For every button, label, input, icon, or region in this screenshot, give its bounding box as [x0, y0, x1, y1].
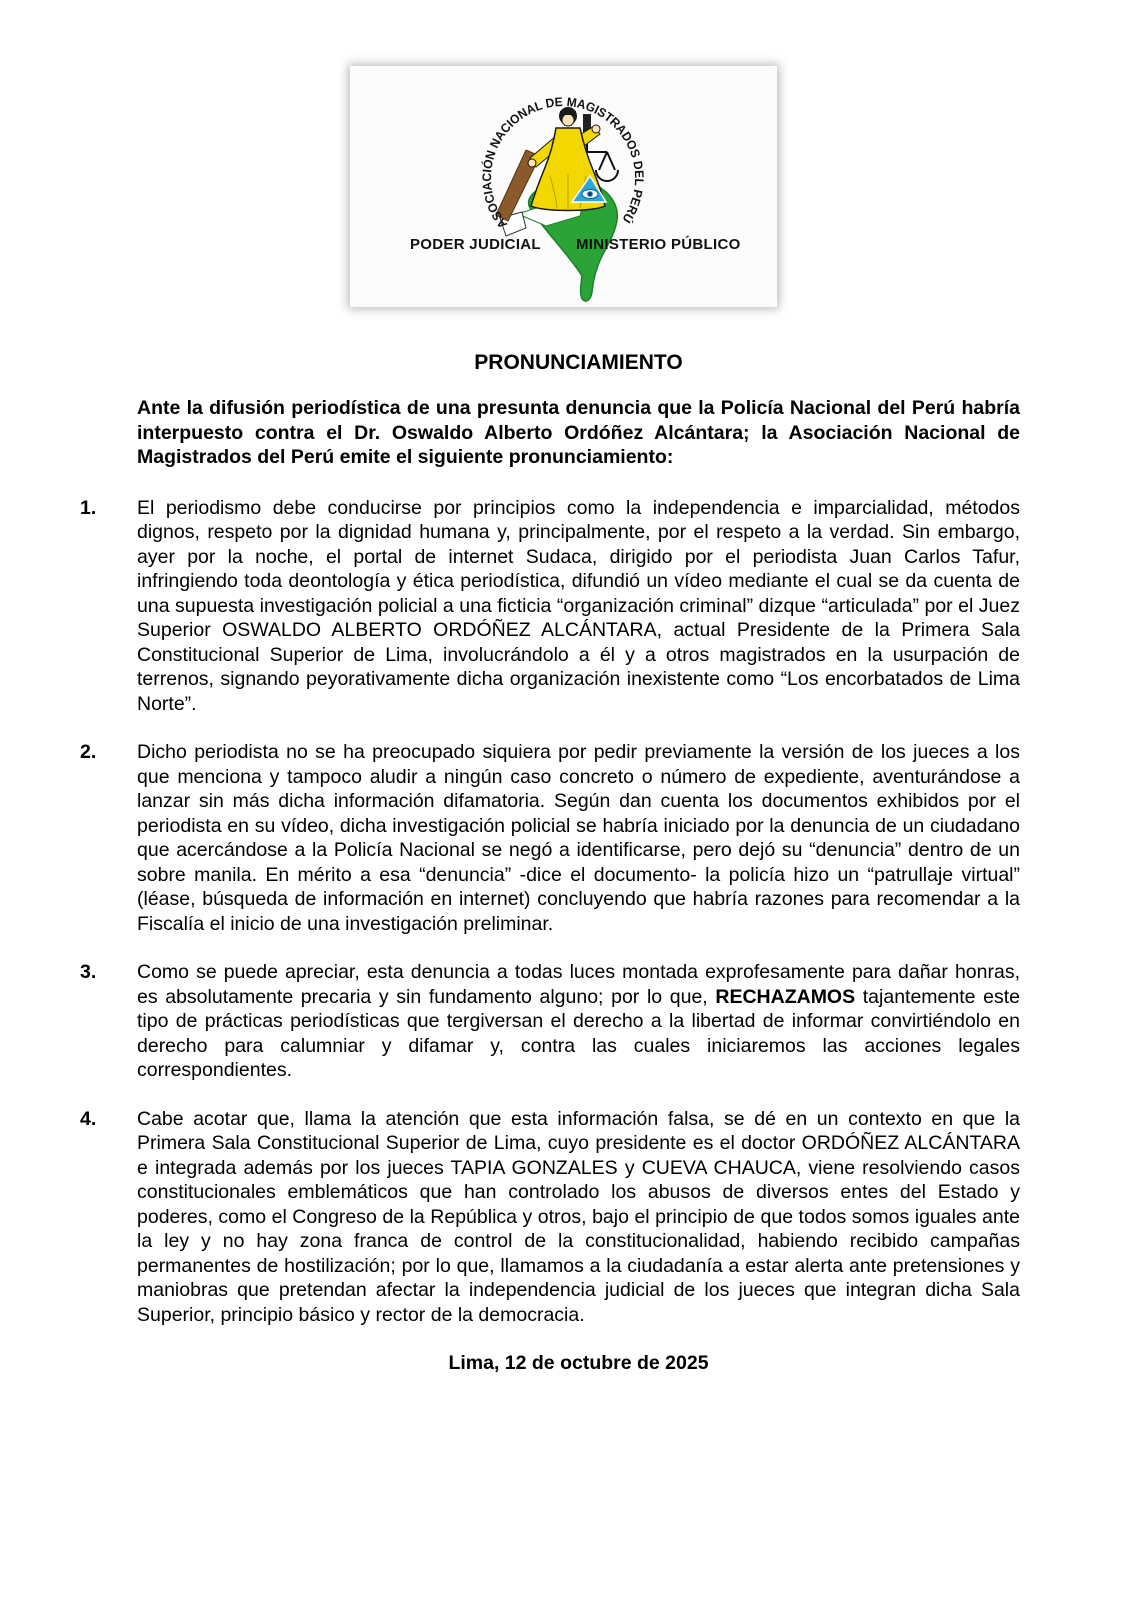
ministerio-publico-label: MINISTERIO PÚBLICO	[576, 236, 741, 253]
logo-arc-text: ASOCIACIÓN NACIONAL DE MAGISTRADOS DEL PERÚ	[479, 94, 647, 231]
item-text: Como se puede apreciar, esta denuncia a todas luces montada exprofesamente para dañar honras, es absolutamente precaria y sin fundamento alguno; por lo que, RECHAZAMOS tajantemente este tipo de prácticas periodísticas que tergiversan el derecho a la libertad de informar convirtiéndolo en derecho para calumniar y difamar y, contra las cuales iniciaremos las acciones legales correspondientes.	[137, 961, 1020, 1081]
item-number: 4.	[80, 1107, 97, 1130]
poder-judicial-label: PODER JUDICIAL	[410, 236, 541, 253]
statement-item	[80, 960, 1020, 1083]
item-text: Dicho periodista no se ha preocupado siquiera por pedir previamente la versión de los jueces a los que menciona y tampoco aludir a ningún caso concreto o número de expediente, aventurándose a lanzar sin más dicha información difamatoria. Según dan cuenta los documentos exhibidos por el periodista en su vídeo, dicha investigación policial se habría iniciado por la denuncia de un ciudadano que acercándose a la Policía Nacional se negó a identificarse, pero dejó su “denuncia” dentro de un sobre manila. En mérito a esa “denuncia” -dice el documento- la policía hizo un “patrullaje virtual” (léase, búsqueda de información en internet) concluyendo que habría razones para recomendar a la Fiscalía el inicio de una investigación preliminar.	[137, 741, 1020, 935]
numbered-list	[0, 496, 1130, 1328]
item-text: El periodismo debe conducirse por principios como la independencia e imparcialidad, métodos dignos, respeto por la dignidad humana y, principalmente, por el respeto a la verdad. Sin embargo, ayer por la noche, el portal de internet Sudaca, dirigido por el periodista Juan Carlos Tafur, infringiendo toda deontología y ética periodística, difundió un vídeo mediante el cual se da cuenta de una supuesta investigación policial a una ficticia “organización criminal” dizque “articulada” por el Juez Superior OSWALDO ALBERTO ORDÓÑEZ ALCÁNTARA, actual Presidente de la Primera Sala Constitucional Superior de Lima, involucrándolo a él y a otros magistrados en la usurpación de terrenos, signando peyorativamente dicha organización inexistente como “Los encorbatados de Lima Norte”.	[137, 496, 1020, 715]
statement-item	[80, 496, 1020, 717]
statement-item	[80, 740, 1020, 936]
document-title: PRONUNCIAMIENTO	[474, 351, 683, 374]
intro-paragraph: Ante la difusión periodística de una presunta denuncia que la Policía Nacional del Perú habría interpuesto contra el Dr. Oswaldo Alberto Ordóñez Alcántara; la Asociación Nacional de Magistrados del Perú emite el siguiente pronunciamiento:	[137, 397, 1020, 468]
statement-item	[80, 1107, 1020, 1328]
document-body	[0, 350, 1130, 1376]
item-number: 3.	[80, 961, 97, 983]
item-number: 2.	[80, 741, 97, 763]
item-number: 1.	[80, 496, 97, 519]
association-logo-card	[350, 66, 777, 307]
item-text: Cabe acotar que, llama la atención que esta información falsa, se dé en un contexto en que la Primera Sala Constitucional Superior de Lima, cuyo presidente es el doctor ORDÓÑEZ ALCÁNTARA e integrada además por los jueces TAPIA GONZALES y CUEVA CHAUCA, viene resolviendo casos constitucionales emblemáticos que han controlado los abusos de diversos entes del Estado y poderes, como el Congreso de la República y otros, bajo el principio de que todos somos iguales ante la ley y no hay zona franca de control de la constitucionalidad, habiendo recibido campañas permanentes de hostilización; por lo que, llamamos a la ciudadanía a estar alerta ante pretensiones y maniobras que pretendan afectar la independencia judicial de los jueces que integran dicha Sala Superior, principio básico y rector de la democracia.	[137, 1107, 1020, 1326]
date-line: Lima, 12 de octubre de 2025	[448, 1352, 709, 1374]
association-emblem	[350, 66, 777, 307]
